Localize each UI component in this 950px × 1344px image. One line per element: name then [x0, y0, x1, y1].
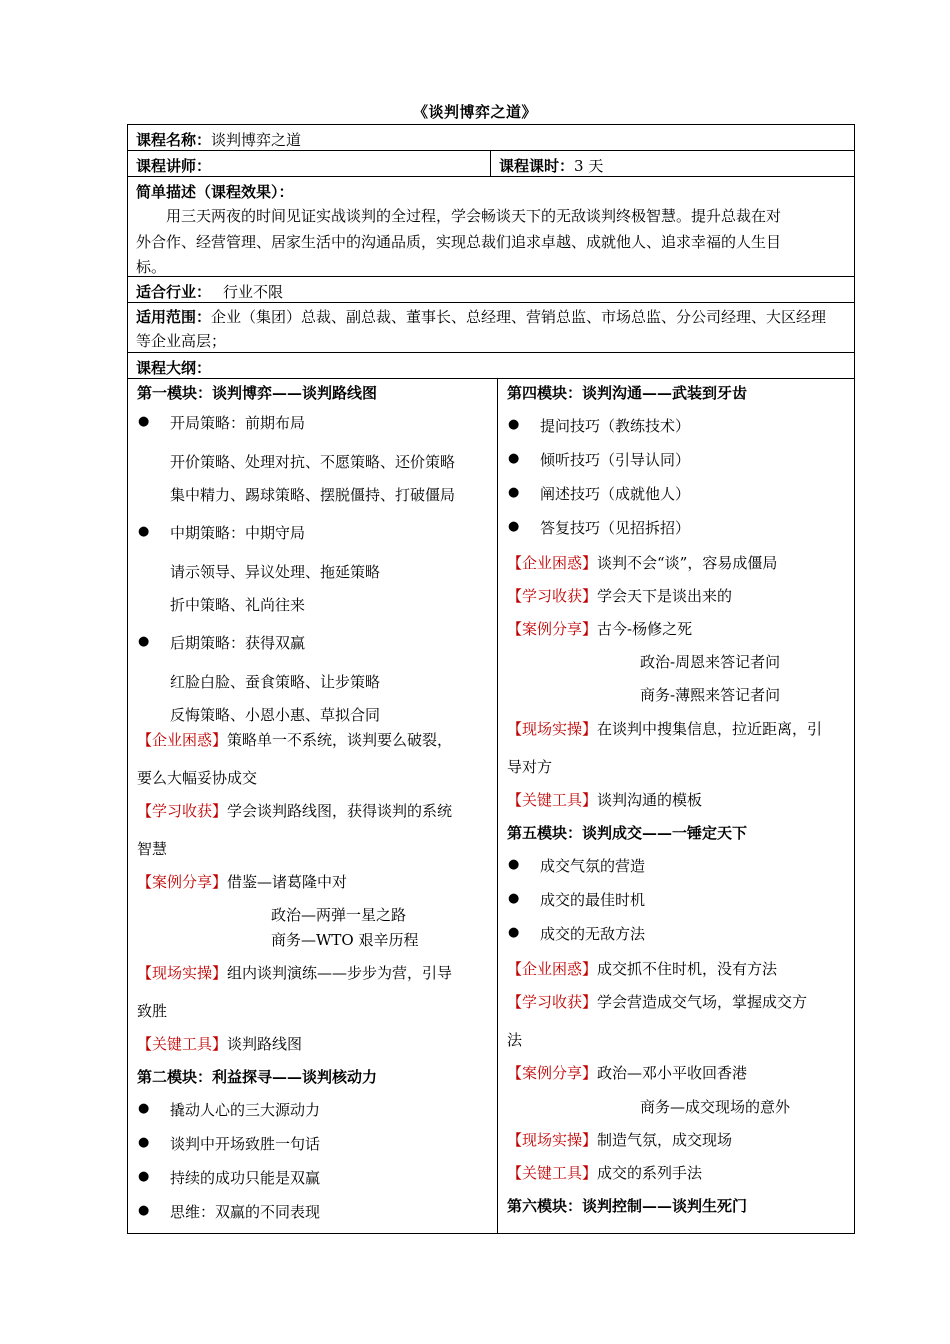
- bullet-icon: ●: [508, 485, 520, 500]
- module-1-title: 第一模块：谈判博弈——谈判路线图: [137, 384, 378, 402]
- m5-gain-line-1: 学会营造成交气场，掌握成交方: [597, 993, 808, 1011]
- tag-onsite-practice: 【现场实操】: [507, 1131, 598, 1149]
- m1-bullet-2: 中期策略：中期守局: [170, 524, 306, 542]
- module-4-title: 第四模块：谈判沟通——武装到牙齿: [507, 384, 748, 402]
- bullet-icon: ●: [508, 857, 520, 872]
- scope-line-1: 企业（集团）总裁、副总裁、董事长、总经理、营销总监、市场总监、分公司经理、大区经理: [211, 308, 827, 326]
- m1-gain-line-2: 智慧: [137, 840, 168, 858]
- m2-bullet-2: 谈判中开场致胜一句话: [170, 1135, 321, 1153]
- m1-tool: 谈判路线图: [227, 1035, 303, 1053]
- bullet-icon: ●: [138, 1101, 150, 1116]
- m2-bullet-3: 持续的成功只能是双赢: [170, 1169, 321, 1187]
- course-lecturer-cell: [127, 150, 491, 177]
- m5-bullet-3: 成交的无敌方法: [540, 925, 646, 943]
- m4-confusion: 谈判不会“谈”，容易成僵局: [597, 554, 778, 572]
- bullet-icon: ●: [508, 417, 520, 432]
- m5-bullet-1: 成交气氛的营造: [540, 857, 646, 875]
- m1-bullet-2-line-a: 请示领导、异议处理、拖延策略: [170, 563, 381, 581]
- m4-case-1: 古今-杨修之死: [597, 620, 693, 638]
- bullet-icon: ●: [508, 925, 520, 940]
- tag-learning-gain: 【学习收获】: [507, 587, 598, 605]
- m4-bullet-1: 提问技巧（教练技术）: [540, 417, 691, 435]
- m5-case-1: 政治—邓小平收回香港: [597, 1064, 748, 1082]
- tag-case-sharing: 【案例分享】: [507, 620, 598, 638]
- m5-practice: 制造气氛，成交现场: [597, 1131, 733, 1149]
- tag-key-tool: 【关键工具】: [507, 791, 598, 809]
- scope-row: [127, 302, 855, 353]
- course-name-value: 谈判博弈之道: [211, 131, 302, 149]
- m2-bullet-4: 思维：双赢的不同表现: [170, 1203, 321, 1221]
- course-name-row: [127, 124, 855, 151]
- bullet-icon: ●: [138, 414, 150, 429]
- industry-row: [127, 276, 855, 303]
- m1-bullet-3-line-b: 反悔策略、小恩小惠、草拟合同: [170, 706, 381, 724]
- m4-case-3: 商务-薄熙来答记者问: [640, 686, 781, 704]
- bullet-icon: ●: [138, 1135, 150, 1150]
- m5-case-2: 商务—成交现场的意外: [640, 1098, 791, 1116]
- course-hours-label: 课程课时：: [499, 157, 575, 175]
- description-line-1: 用三天两夜的时间见证实战谈判的全过程，学会畅谈天下的无敌谈判终极智慧。提升总裁在对: [166, 207, 782, 225]
- tag-onsite-practice: 【现场实操】: [507, 720, 598, 738]
- tag-enterprise-confusion: 【企业困惑】: [507, 554, 598, 572]
- m4-bullet-2: 倾听技巧（引导认同）: [540, 451, 691, 469]
- m1-case-1: 借鉴—诸葛隆中对: [227, 873, 348, 891]
- m4-tool: 谈判沟通的模板: [597, 791, 703, 809]
- m1-confusion-line-1: 策略单一不系统，谈判要么破裂，: [227, 731, 453, 749]
- bullet-icon: ●: [508, 451, 520, 466]
- m1-bullet-1: 开局策略：前期布局: [170, 414, 306, 432]
- m1-bullet-2-line-b: 折中策略、礼尚往来: [170, 596, 306, 614]
- course-hours-cell: [490, 150, 855, 177]
- m5-tool: 成交的系列手法: [597, 1164, 703, 1182]
- m2-bullet-1: 撬动人心的三大源动力: [170, 1101, 321, 1119]
- tag-enterprise-confusion: 【企业困惑】: [137, 731, 228, 749]
- tag-enterprise-confusion: 【企业困惑】: [507, 960, 598, 978]
- m1-case-2: 政治—两弹一星之路: [271, 906, 407, 924]
- module-6-title: 第六模块：谈判控制——谈判生死门: [507, 1197, 748, 1215]
- course-name-label: 课程名称：: [136, 131, 212, 149]
- tag-case-sharing: 【案例分享】: [137, 873, 228, 891]
- module-5-title: 第五模块：谈判成交——一锤定天下: [507, 824, 748, 842]
- tag-key-tool: 【关键工具】: [137, 1035, 228, 1053]
- bullet-icon: ●: [138, 634, 150, 649]
- m4-practice-line-1: 在谈判中搜集信息，拉近距离，引: [597, 720, 823, 738]
- description-line-2: 外合作、经营管理、居家生活中的沟通品质，实现总裁们追求卓越、成就他人、追求幸福的人生目: [136, 233, 782, 251]
- tag-learning-gain: 【学习收获】: [137, 802, 228, 820]
- m4-practice-line-2: 导对方: [507, 758, 553, 776]
- description-line-3: 标。: [136, 258, 167, 276]
- m5-confusion: 成交抓不住时机，没有方法: [597, 960, 778, 978]
- tag-learning-gain: 【学习收获】: [507, 993, 598, 1011]
- bullet-icon: ●: [138, 1169, 150, 1184]
- m1-practice-line-2: 致胜: [137, 1002, 168, 1020]
- scope-label: 适用范围：: [136, 308, 212, 326]
- m1-gain-line-1: 学会谈判路线图，获得谈判的系统: [227, 802, 453, 820]
- m1-practice-line-1: 组内谈判演练——步步为营，引导: [227, 964, 453, 982]
- m4-case-2: 政治-周恩来答记者问: [640, 653, 781, 671]
- m1-case-3: 商务—WTO 艰辛历程: [271, 931, 419, 949]
- m4-bullet-3: 阐述技巧（成就他人）: [540, 485, 691, 503]
- m1-bullet-1-line-b: 集中精力、踢球策略、摆脱僵持、打破僵局: [170, 486, 456, 504]
- m1-bullet-3: 后期策略：获得双赢: [170, 634, 306, 652]
- tag-key-tool: 【关键工具】: [507, 1164, 598, 1182]
- document-title: 《谈判博弈之道》: [412, 103, 537, 121]
- m4-gain: 学会天下是谈出来的: [597, 587, 733, 605]
- m1-bullet-1-line-a: 开价策略、处理对抗、不愿策略、还价策略: [170, 453, 456, 471]
- module-2-title: 第二模块：利益探寻——谈判核动力: [137, 1068, 378, 1086]
- tag-case-sharing: 【案例分享】: [507, 1064, 598, 1082]
- scope-line-2: 等企业高层；: [136, 332, 227, 350]
- m4-bullet-4: 答复技巧（见招拆招）: [540, 519, 691, 537]
- m5-bullet-2: 成交的最佳时机: [540, 891, 646, 909]
- description-cell: [127, 176, 855, 277]
- bullet-icon: ●: [508, 519, 520, 534]
- bullet-icon: ●: [138, 1203, 150, 1218]
- bullet-icon: ●: [508, 891, 520, 906]
- m1-bullet-3-line-a: 红脸白脸、蚕食策略、让步策略: [170, 673, 381, 691]
- outline-label: 课程大纲：: [136, 359, 212, 377]
- industry-value: 行业不限: [223, 283, 284, 301]
- course-lecturer-label: 课程讲师：: [136, 157, 212, 175]
- m1-confusion-line-2: 要么大幅妥协成交: [137, 769, 258, 787]
- course-hours-value: 3 天: [574, 157, 604, 175]
- tag-onsite-practice: 【现场实操】: [137, 964, 228, 982]
- description-label: 简单描述（课程效果）：: [136, 183, 294, 201]
- industry-label: 适合行业：: [136, 283, 212, 301]
- outline-label-row: [127, 352, 855, 379]
- m5-gain-line-2: 法: [507, 1031, 523, 1049]
- bullet-icon: ●: [138, 524, 150, 539]
